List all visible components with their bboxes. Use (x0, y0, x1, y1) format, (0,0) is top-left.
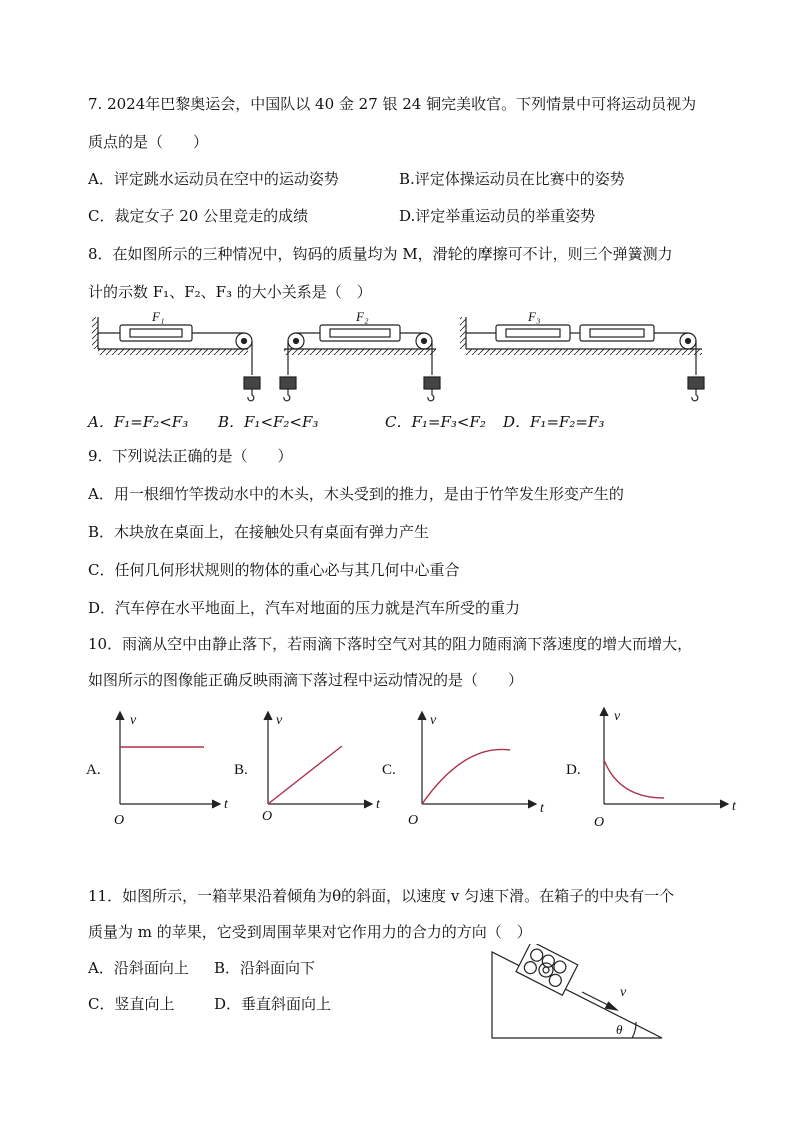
velocity-label: v (620, 985, 627, 1000)
graph-letter-a: A. (86, 762, 101, 778)
label-f1: F₁ (152, 309, 165, 324)
q9-option-a: A．用一根细竹竿拨动水中的木头，木头受到的推力，是由于竹竿发生形变产生的 (88, 485, 624, 503)
svg-text:v: v (430, 713, 437, 728)
svg-text:O: O (408, 813, 419, 828)
q8-option-c: C．F₁=F₃<F₂ (385, 413, 486, 431)
q7-stem-line2: 质点的是（ ） (88, 133, 209, 151)
q7-option-c: C．裁定女子 20 公里竞走的成绩 (88, 207, 309, 225)
angle-label: θ (616, 1022, 623, 1037)
q11-stem-line2: 质量为 m 的苹果，它受到周围苹果对它作用力的合力的方向（ ） (88, 923, 532, 941)
svg-text:O: O (262, 809, 273, 824)
q11-option-a: A．沿斜面向上 (88, 959, 189, 977)
q7-option-d: D.评定举重运动员的举重姿势 (399, 207, 596, 225)
q7-stem-line1: 7. 2024年巴黎奥运会，中国队以 40 金 27 银 24 铜完美收官。下列情景中可将运动员视为 (88, 95, 697, 113)
svg-text:v: v (130, 713, 137, 728)
graph-letter-d: D. (566, 762, 581, 778)
label-f2: F₂ (356, 309, 369, 324)
q7-option-a: A．评定跳水运动员在空中的运动姿势 (88, 170, 339, 188)
svg-text:v: v (276, 713, 283, 728)
svg-text:t: t (224, 797, 228, 812)
q8-stem-line2: 计的示数 F₁、F₂、F₃ 的大小关系是（ ） (88, 283, 372, 301)
label-f3: F₃ (528, 309, 541, 324)
q11-option-d: D．垂直斜面向上 (214, 995, 332, 1013)
svg-text:t: t (540, 801, 544, 816)
q7-option-b: B.评定体操运动员在比赛中的姿势 (399, 170, 625, 188)
q11-option-b: B．沿斜面向下 (214, 959, 316, 977)
curve-c (422, 749, 510, 804)
incline-apple-box-figure (486, 944, 672, 1044)
graph-letter-c: C. (382, 762, 396, 778)
q8-option-a: A．F₁=F₂<F₃ (88, 413, 189, 431)
svg-text:O: O (114, 813, 125, 828)
q8-option-b: B．F₁<F₂<F₃ (218, 413, 319, 431)
q10-stem-line1: 10．雨滴从空中由静止落下，若雨滴下落时空气对其的阻力随雨滴下落速度的增大而增大， (88, 635, 693, 653)
q9-option-d: D．汽车停在水平地面上，汽车对地面的压力就是汽车所受的重力 (88, 599, 521, 617)
q9-option-c: C．任何几何形状规则的物体的重心必与其几何中心重合 (88, 561, 460, 579)
vt-graphs-figure (84, 700, 744, 840)
q10-stem-line2: 如图所示的图像能正确反映雨滴下落过程中运动情况的是（ ） (88, 671, 524, 689)
q9-stem: 9．下列说法正确的是（ ） (88, 447, 293, 465)
spring-scale-figure (84, 305, 714, 405)
q8-stem-line1: 8．在如图所示的三种情况中，钩码的质量均为 M，滑轮的摩擦可不计，则三个弹簧测力 (88, 245, 673, 263)
graph-letter-b: B. (234, 762, 248, 778)
svg-text:v: v (614, 709, 621, 724)
q9-option-b: B．木块放在桌面上，在接触处只有桌面有弹力产生 (88, 523, 430, 541)
curve-b (268, 746, 342, 804)
svg-text:t: t (732, 799, 736, 814)
curve-d (604, 760, 664, 798)
q11-stem-line1: 11．如图所示，一箱苹果沿着倾角为θ的斜面，以速度 v 匀速下滑。在箱子的中央有一个 (88, 887, 675, 905)
q11-option-c: C．竖直向上 (88, 995, 175, 1013)
q8-option-d: D．F₁=F₂=F₃ (503, 413, 605, 431)
svg-text:O: O (594, 815, 605, 830)
svg-text:t: t (376, 797, 380, 812)
